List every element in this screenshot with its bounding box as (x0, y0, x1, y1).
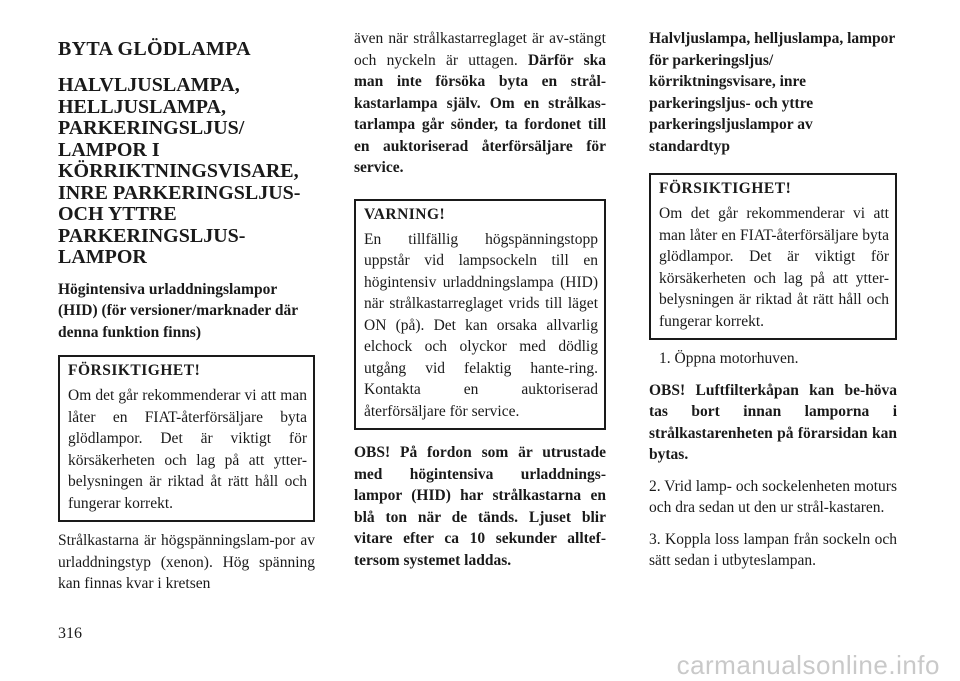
section-heading-hid: HALVLJUSLAMPA, HELLJUSLAMPA, PARKERINGSLJUS/ LAMPOR I KÖRRIKTNINGSVISARE, INRE PARKERINGSLJUS- OCH YTTRE PARKERINGSLJUS- LAMPOR (58, 74, 301, 268)
caution-text-2: Om det går rekommenderar vi att man låter en FIAT-återförsäljare byta glödlampor. Det är viktigt för körsäkerheten och lag på att ytter-belysningen är riktad åt rätt håll och fungerar korrekt. (659, 205, 889, 330)
body-paragraph: Strålkastarna är högspänningslam-por av urladdningstyp (xenon). Hög spänning kan finnas kvar i kretsen (58, 532, 315, 592)
page-title: BYTA GLÖDLAMPA (58, 38, 251, 60)
caution-text: Om det går rekommenderar vi att man låter en FIAT-återförsäljare byta glödlampor. Det är viktigt för körsäkerheten och lag på att ytter-belysningen är riktad åt rätt håll och fungerar korrekt. (68, 387, 307, 512)
column-3 (649, 28, 897, 572)
warning-text: En tillfällig högspänningstopp uppstår vid lampsockeln till en högintensiv urladdningslampa (HID) när strålkastarreglaget vrids till läget ON (på). Det kan orsaka allvarlig elchock och olyckor med dödlig utgång vid felaktig hante-ring. Kontakta en auktoriserad återförsäljare för service. (364, 230, 598, 420)
caution-box-2 (649, 173, 897, 340)
caution-box (58, 355, 315, 522)
obs-note-2: OBS! Luftfilterkåpan kan be-höva tas bort innan lamporna i strålkastarenheten på förarsidan kan bytas. (649, 381, 897, 463)
caution-title-2: FÖRSIKTIGHET! (659, 180, 792, 197)
section-heading-standard: Halvljuslampa, helljuslampa, lampor för parkeringsljus/ körriktningsvisare, inre parkeringsljus- och yttre parkeringsljuslampor av standardtyp (649, 30, 896, 155)
step-2: 2. Vrid lamp- och sockelenheten moturs och dra sedan ut den ur strål-kastaren. (649, 477, 897, 516)
step-1: 1. Öppna motorhuven. (659, 350, 799, 367)
column-2 (354, 28, 606, 571)
caution-title: FÖRSIKTIGHET! (68, 362, 201, 379)
watermark: carmanualsonline.info (676, 650, 940, 680)
warning-box (354, 199, 606, 431)
step-3: 3. Koppla loss lampan från sockeln och sätt sedan i utbyteslampan. (649, 530, 897, 569)
warning-title: VARNING! (364, 205, 446, 223)
intro-paragraph (354, 28, 606, 179)
column-1 (58, 28, 315, 595)
page-number: 316 (58, 625, 82, 642)
intro-bold-text: Därför ska man inte försöka byta en strål-kastarlampa själv. Om en strålkas-tarlampa går sönder, ta fordonet till en auktoriserad återförsäljare för service. (354, 51, 607, 176)
intro-plain-text: även när strålkastarreglaget är av-stängt och nyckeln är uttagen. (354, 30, 606, 69)
obs-note: OBS! På fordon som är utrustade med högintensiva urladdnings-lampor (HID) har strålkastarna en blå ton när de tänds. Ljuset blir vitare efter ca 10 sekunder alltef-tersom systemet laddas. (354, 444, 606, 569)
subheading-hid: Högintensiva urladdningslampor (HID) (för versioner/marknader där denna funktion finns) (58, 280, 298, 341)
